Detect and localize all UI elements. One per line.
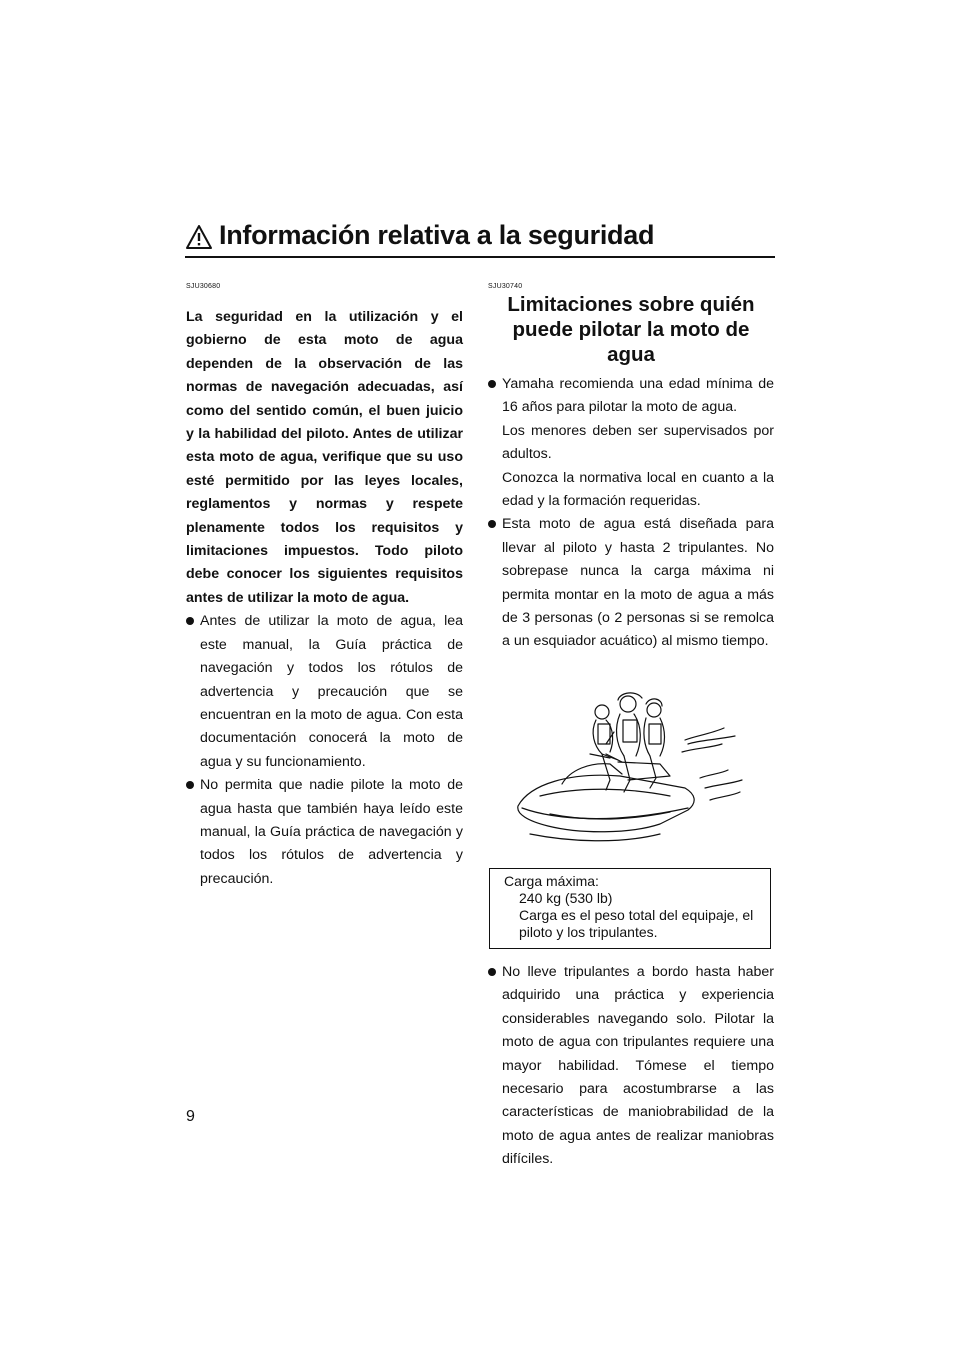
spec-label: Carga máxima: bbox=[504, 872, 599, 889]
spec-value: 240 kg (530 lb) bbox=[519, 889, 613, 906]
page-number: 9 bbox=[186, 1108, 195, 1125]
bullet-text: Antes de utilizar la moto de agua, lea este manual, la Guía práctica de navegación y todos los rótulos de advertencia y precaución que se encuentran en la moto de agua. Con esta documentación conocerá la moto de agua y su funcionamiento. bbox=[200, 613, 463, 770]
intro-paragraph: La seguridad en la utilización y el gobierno de esta moto de agua dependen de la observación de las normas de navegación adecuadas, así como del sentido común, el buen juicio y la habilidad del piloto. Antes de utilizar esta moto de agua, verifique que su uso esté permitido por las leyes locales, reglamentos y normas y respete plenamente todos los requisitos y limitaciones impuestos. Todo piloto debe conocer los siguientes requisitos antes de utilizar la moto de agua. bbox=[186, 309, 463, 606]
page-title: Información relativa a la seguridad bbox=[219, 220, 655, 250]
bullet-icon bbox=[186, 617, 194, 625]
bullet-item bbox=[488, 513, 774, 653]
bullet-item bbox=[488, 373, 774, 513]
bullet-item bbox=[186, 774, 463, 891]
bullet-text: No permita que nadie pilote la moto de agua hasta que también haya leído este manual, la Guía práctica de navegación y todos los rótulos de advertencia y precaución. bbox=[200, 777, 463, 887]
header-rule bbox=[185, 256, 775, 258]
max-load-box bbox=[489, 868, 771, 949]
watercraft-illustration bbox=[488, 684, 774, 854]
bullet-text: Esta moto de agua está diseñada para llevar al piloto y hasta 2 tripulantes. No sobrepase nunca la carga máxima ni permita montar en la moto de agua a más de 3 personas (o 2 personas si se remolca a un esquiador acuático) al mismo tiempo. bbox=[502, 516, 774, 650]
warning-triangle-icon bbox=[185, 224, 213, 250]
left-column bbox=[186, 282, 463, 891]
bullet-icon bbox=[488, 520, 496, 528]
bullet-text: Conozca la normativa local en cuanto a la edad y la formación requeridas. bbox=[502, 469, 774, 510]
bullet-text: No lleve tripulantes a bordo hasta haber adquirido una práctica y experiencia considerables navegando solo. Pilotar la moto de agua con tripulantes requiere una mayor habilidad. Tómese el tiempo necesario para acostumbrarse a las características de maniobrabilidad de la moto de agua antes de realizar maniobras difíciles. bbox=[502, 963, 774, 1168]
section-title: Limitaciones sobre quién puede pilotar la moto de agua bbox=[507, 293, 755, 366]
right-bullet-list-2 bbox=[488, 961, 774, 1172]
bullet-item bbox=[186, 610, 463, 774]
bullet-icon bbox=[488, 968, 496, 976]
page-header bbox=[185, 220, 775, 260]
bullet-icon bbox=[488, 380, 496, 388]
right-column bbox=[488, 282, 774, 1172]
bullet-text: Los menores deben ser supervisados por adultos. bbox=[502, 422, 774, 463]
section-code: SJU30740 bbox=[488, 283, 523, 290]
left-bullet-list bbox=[186, 610, 463, 891]
bullet-text: Yamaha recomienda una edad mínima de 16 años para pilotar la moto de agua. bbox=[502, 376, 774, 416]
watercraft-with-riders-image bbox=[510, 684, 750, 849]
bullet-icon bbox=[186, 781, 194, 789]
right-bullet-list bbox=[488, 373, 774, 654]
section-code: SJU30680 bbox=[186, 283, 221, 290]
bullet-item bbox=[488, 961, 774, 1172]
spec-note: Carga es el peso total del equipaje, el piloto y los tripulantes. bbox=[519, 906, 754, 940]
